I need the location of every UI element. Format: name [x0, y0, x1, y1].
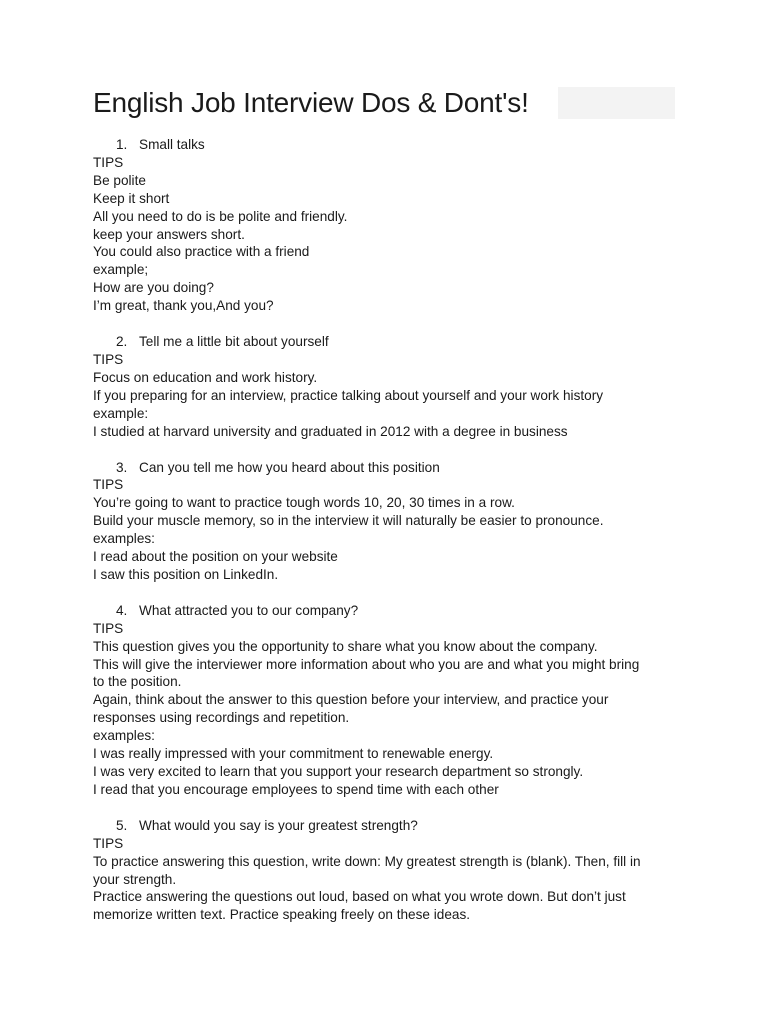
text-line: You’re going to want to practice tough words 10, 20, 30 times in a row.: [93, 495, 515, 511]
text-line: Again, think about the answer to this question before your interview, and practice your: [93, 692, 609, 708]
text-line: to the position.: [93, 674, 182, 690]
text-line: Keep it short: [93, 190, 170, 206]
text-line: I studied at harvard university and graduated in 2012 with a degree in business: [93, 423, 568, 439]
text-line: TIPS: [93, 477, 124, 493]
document-title: English Job Interview Dos & Dont's!: [93, 87, 529, 118]
text-line: How are you doing?: [93, 280, 214, 296]
text-line: keep your answers short.: [93, 226, 245, 242]
section-heading-text: Small talks: [139, 137, 205, 152]
section-heading-text: What would you say is your greatest strength?: [139, 817, 418, 833]
section-4: [93, 602, 683, 799]
section-1: [93, 136, 683, 315]
section-heading: [93, 333, 683, 351]
list-number: 3.: [116, 459, 128, 475]
list-number: 4.: [116, 602, 128, 618]
text-line: I saw this position on LinkedIn.: [93, 566, 279, 582]
section-heading: [93, 602, 683, 620]
section-heading: [93, 136, 683, 154]
text-line: examples:: [93, 728, 155, 744]
text-line: I was very excited to learn that you support your research department so strongly.: [93, 764, 584, 779]
text-line: Focus on education and work history.: [93, 369, 318, 385]
text-line: Practice answering the questions out loud, based on what you wrote down. But don’t just: [93, 889, 626, 905]
text-line: memorize written text. Practice speaking freely on these ideas.: [93, 907, 471, 923]
list-number: 2.: [116, 334, 128, 350]
text-line: To practice answering this question, write down: My greatest strength is (blank). Then, fill in: [93, 853, 641, 869]
section-2: [93, 333, 683, 440]
text-line: TIPS: [93, 835, 124, 851]
text-line: responses using recordings and repetition.: [93, 710, 350, 726]
text-line: example:: [93, 405, 149, 421]
text-line: All you need to do is be polite and friendly.: [93, 208, 348, 224]
section-5: [93, 817, 683, 924]
section-heading-text: Tell me a little bit about yourself: [139, 334, 329, 350]
text-line: example;: [93, 262, 149, 278]
text-line: TIPS: [93, 351, 124, 367]
section-3: [93, 459, 683, 584]
section-heading: [93, 817, 683, 835]
text-line: TIPS: [93, 620, 124, 636]
text-line: your strength.: [93, 871, 177, 887]
document-page: [93, 86, 683, 942]
text-line: You could also practice with a friend: [93, 244, 310, 260]
text-line: I read about the position on your website: [93, 549, 338, 565]
text-line: TIPS: [93, 154, 124, 170]
list-number: 5.: [116, 817, 128, 833]
section-heading: [93, 459, 683, 477]
text-line: If you preparing for an interview, practice talking about yourself and your work history: [93, 387, 604, 403]
section-heading-text: What attracted you to our company?: [139, 602, 359, 618]
text-line: This question gives you the opportunity to share what you know about the company.: [93, 638, 598, 654]
text-line: I was really impressed with your commitment to renewable energy.: [93, 746, 494, 762]
text-line: Be polite: [93, 172, 146, 188]
text-line: I read that you encourage employees to spend time with each other: [93, 781, 499, 797]
section-heading-text: Can you tell me how you heard about this position: [139, 459, 440, 475]
text-line: Build your muscle memory, so in the interview it will naturally be easier to pronounce.: [93, 513, 604, 529]
text-line: examples:: [93, 531, 155, 547]
list-number: 1.: [116, 137, 128, 152]
title-bar: [93, 86, 683, 120]
text-line: This will give the interviewer more information about who you are and what you might bring: [93, 656, 640, 672]
sections-container: [93, 136, 683, 924]
text-line: I’m great, thank you,And you?: [93, 298, 274, 314]
